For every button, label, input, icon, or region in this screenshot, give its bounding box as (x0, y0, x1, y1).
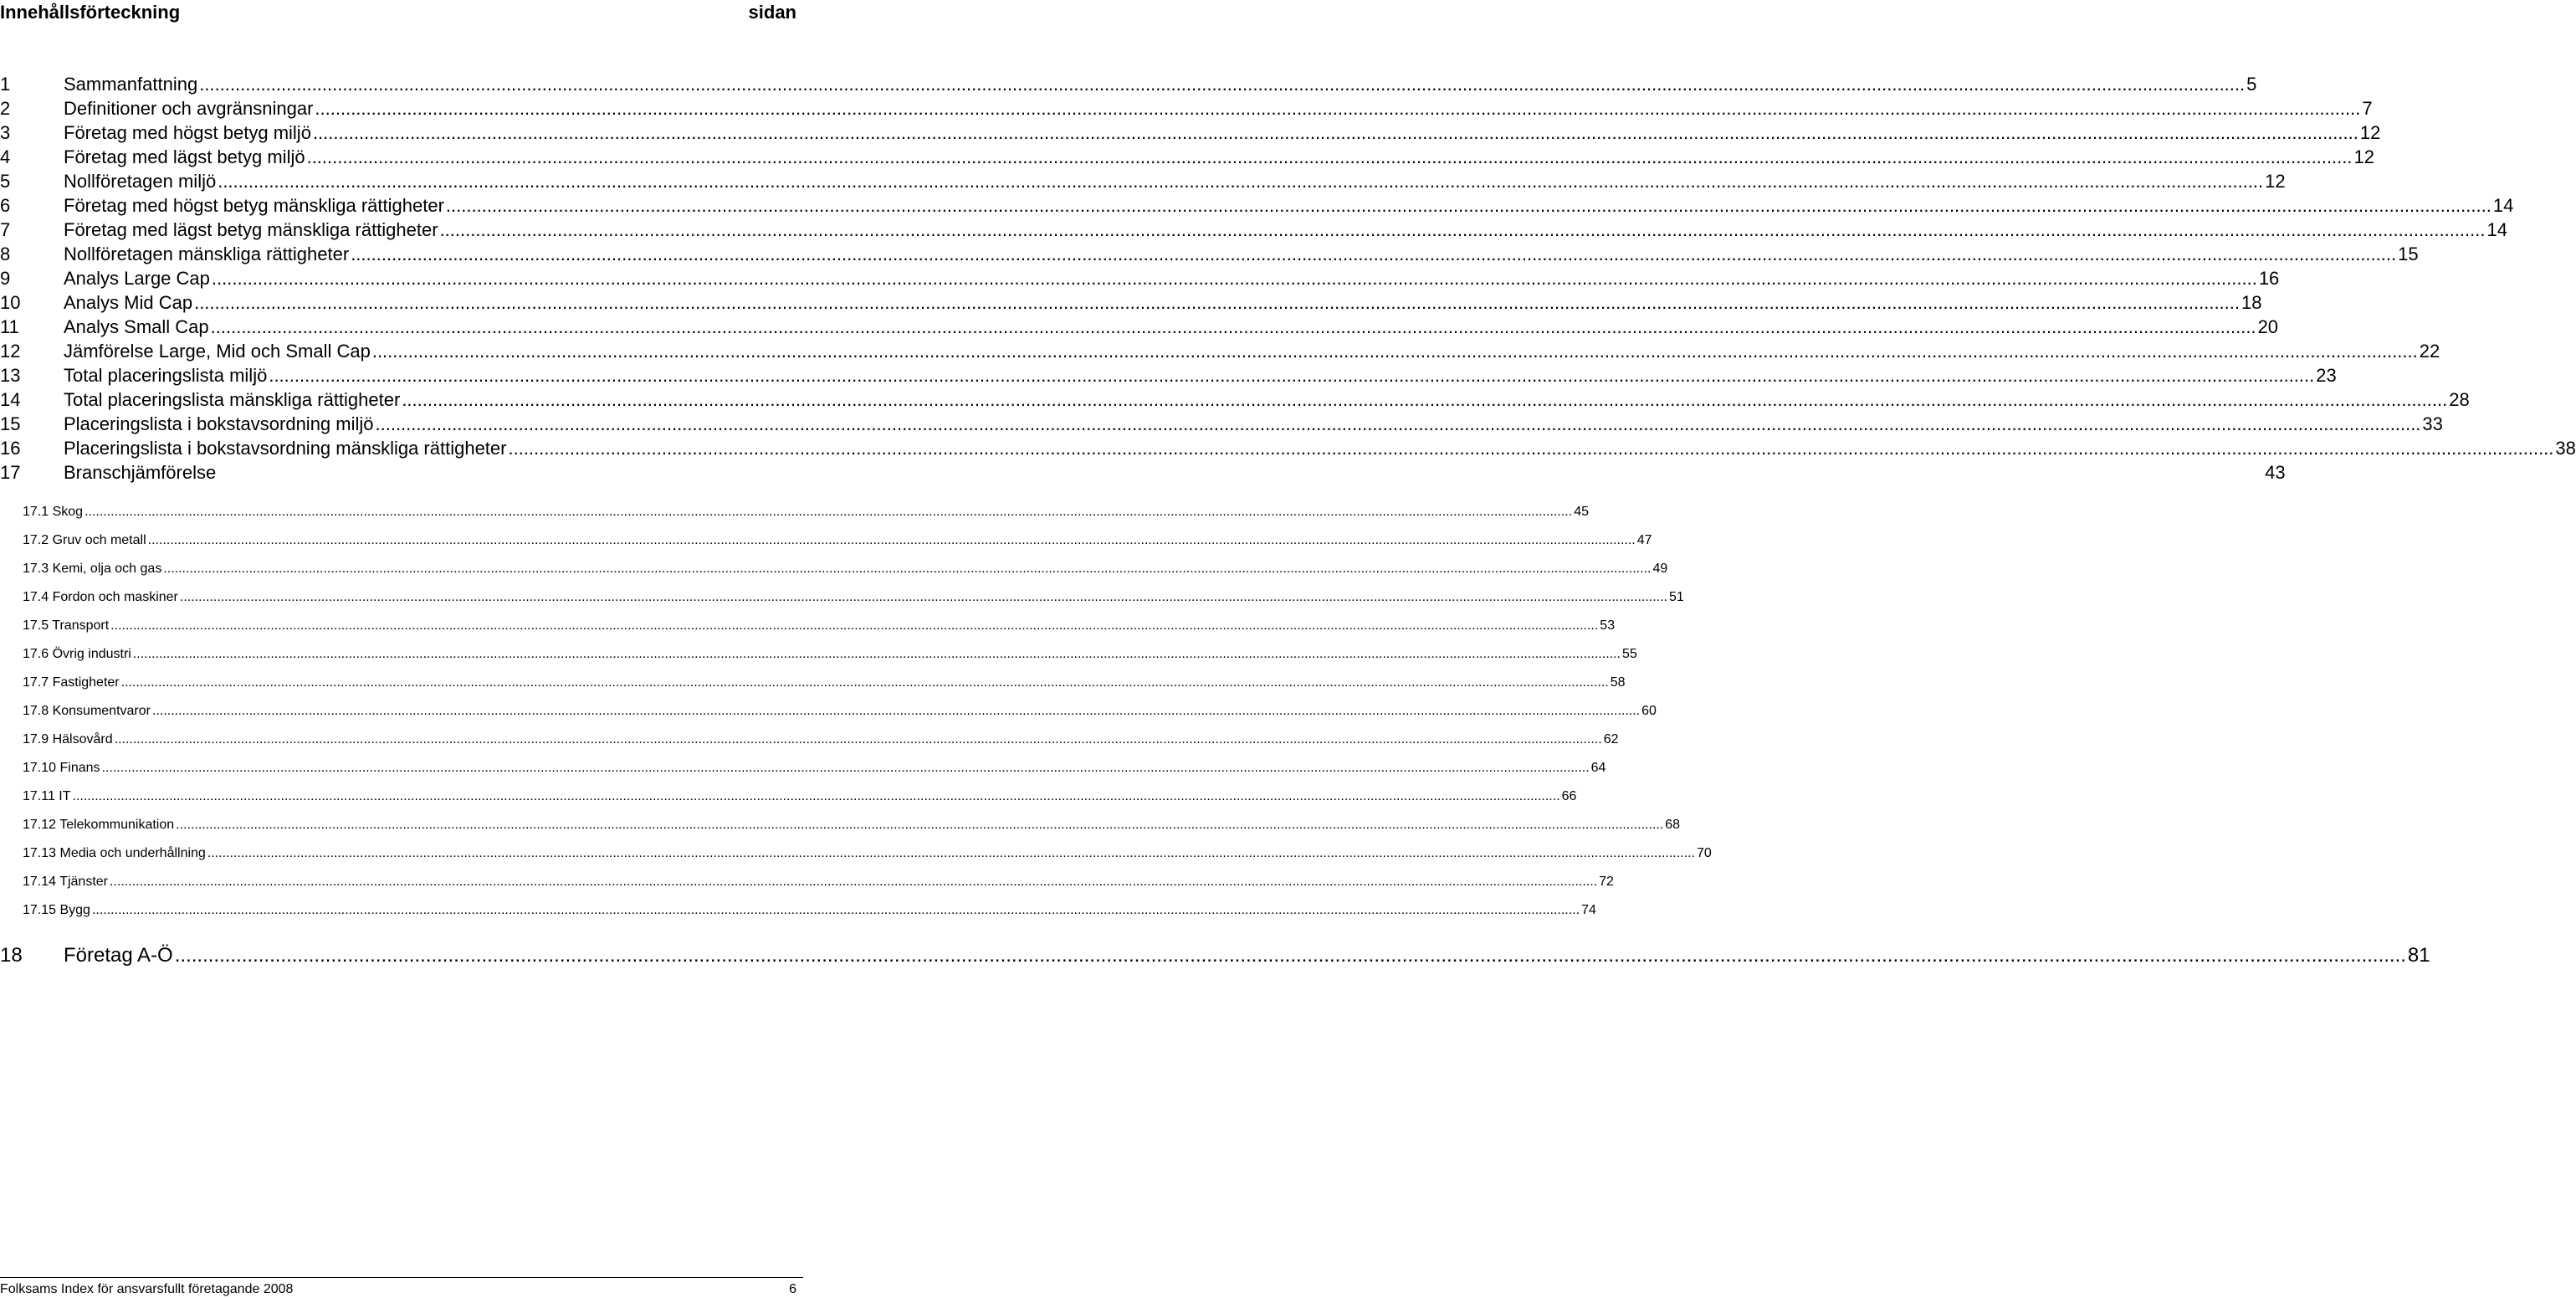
toc-subentry-title: 17.10 Finans (23, 761, 100, 775)
toc-subentry-page: 51 (1669, 590, 1684, 604)
toc-entry-title: Företag A-Ö (64, 944, 173, 967)
toc-subentry-page: 49 (1652, 562, 1668, 576)
toc-entry-page: 22 (2419, 341, 2440, 362)
toc-entry-page: 7 (2362, 98, 2373, 119)
toc-subentry-leader: ................................................................................................................................................................................................................................................................................................................................................................................................................ (101, 761, 1590, 775)
toc-entry-leader: ................................................................................................................................................................................................................................................................................................................................................................................................................ (218, 171, 2264, 192)
toc-entry-page: 20 (2257, 316, 2279, 337)
table-of-contents (0, 72, 2576, 970)
footer-text: Folksams Index för ansvarsfullt företagande 2008 (0, 1282, 294, 1296)
toc-entry-title: Placeringslista i bokstavsordning mänskliga rättigheter (64, 438, 507, 459)
toc-entry[interactable] (0, 72, 2257, 96)
toc-entry-leader: ................................................................................................................................................................................................................................................................................................................................................................................................................ (351, 244, 2397, 264)
toc-entry-leader: ................................................................................................................................................................................................................................................................................................................................................................................................................ (375, 413, 2421, 434)
toc-entry-number: 8 (0, 244, 11, 264)
toc-subentry[interactable] (0, 811, 1681, 839)
toc-main-list (0, 72, 2576, 485)
toc-entry-title: Analys Small Cap (64, 316, 209, 337)
toc-entry-title: Företag med högst betyg miljö (64, 122, 311, 143)
toc-subentry-title: 17.6 Övrig industri (23, 647, 131, 661)
toc-entry-number: 6 (0, 195, 11, 216)
footer-divider (0, 1277, 803, 1278)
toc-entry-number: 12 (0, 341, 21, 362)
toc-entry-number: 10 (0, 292, 21, 313)
toc-heading: Innehållsförteckning (0, 2, 181, 23)
toc-entry-title: Total placeringslista miljö (64, 365, 268, 386)
toc-entry-leader: ................................................................................................................................................................................................................................................................................................................................................................................................................ (174, 944, 2406, 967)
toc-entry-number: 4 (0, 146, 11, 167)
toc-entry-page: 15 (2398, 244, 2419, 264)
toc-subentry[interactable] (0, 782, 1577, 811)
page-footer (0, 1281, 796, 1298)
toc-subentry-page: 47 (1636, 533, 1652, 547)
toc-subentry-page: 72 (1599, 875, 1614, 889)
toc-subentry[interactable] (0, 640, 1637, 669)
toc-entry-leader: ................................................................................................................................................................................................................................................................................................................................................................................................................ (194, 292, 2240, 313)
toc-subentry-title: 17.9 Hälsovård (23, 732, 113, 746)
toc-entry-title: Sammanfattning (64, 74, 198, 95)
toc-entry-title: Analys Large Cap (64, 268, 210, 289)
toc-entry-page: 12 (2353, 146, 2374, 167)
toc-entry-leader: ................................................................................................................................................................................................................................................................................................................................................................................................................ (210, 316, 2256, 337)
toc-entry-title: Definitioner och avgränsningar (64, 98, 314, 119)
toc-entry-number: 2 (0, 98, 11, 119)
toc-entry-number: 7 (0, 219, 11, 240)
toc-entry-leader: ................................................................................................................................................................................................................................................................................................................................................................................................................ (199, 74, 2246, 95)
toc-entry-page: 33 (2422, 413, 2443, 434)
toc-entry-page: 43 (2265, 462, 2286, 483)
toc-subentry-page: 58 (1610, 675, 1626, 690)
toc-entry-number: 17 (0, 462, 21, 483)
toc-entry-title: Total placeringslista mänskliga rättigheter (64, 389, 401, 410)
toc-subentry-leader: ................................................................................................................................................................................................................................................................................................................................................................................................................ (147, 533, 1636, 547)
toc-subentry-page: 66 (1561, 789, 1577, 803)
toc-entry-page: 12 (2359, 122, 2381, 143)
toc-subentry-title: 17.4 Fordon och maskiner (23, 590, 178, 604)
toc-subentry[interactable] (0, 498, 1589, 526)
toc-entry[interactable] (0, 169, 2286, 193)
toc-subentry-leader: ................................................................................................................................................................................................................................................................................................................................................................................................................ (151, 704, 1641, 718)
toc-entry-leader: ................................................................................................................................................................................................................................................................................................................................................................................................................ (315, 98, 2361, 119)
toc-entry-title: Analys Mid Cap (64, 292, 193, 313)
toc-entry-number: 9 (0, 268, 11, 289)
toc-entry-page: 12 (2265, 171, 2286, 192)
toc-entry-leader: ................................................................................................................................................................................................................................................................................................................................................................................................................ (306, 146, 2353, 167)
toc-entry-page: 5 (2246, 74, 2257, 95)
toc-entry[interactable] (0, 363, 2337, 387)
toc-entry[interactable] (0, 339, 2440, 363)
toc-subentry-leader: ................................................................................................................................................................................................................................................................................................................................................................................................................ (120, 675, 1609, 690)
toc-subentry[interactable] (0, 726, 1619, 754)
toc-subentry-title: 17.14 Tjänster (23, 875, 108, 889)
toc-subentry-leader: ................................................................................................................................................................................................................................................................................................................................................................................................................ (110, 875, 1598, 889)
toc-subentry-leader: ................................................................................................................................................................................................................................................................................................................................................................................................................ (114, 732, 1602, 746)
toc-entry-number: 1 (0, 74, 11, 95)
toc-entry[interactable] (0, 266, 2280, 290)
toc-entry[interactable] (0, 436, 2576, 460)
toc-entry-number: 13 (0, 365, 21, 386)
toc-entry[interactable] (0, 387, 2470, 412)
toc-entry-number: 11 (0, 316, 19, 337)
toc-subentry[interactable] (0, 697, 1657, 726)
toc-subentry-title: 17.11 IT (23, 789, 71, 803)
toc-entry[interactable] (0, 242, 2419, 266)
toc-subentry[interactable] (0, 555, 1668, 583)
toc-entry-title: Jämförelse Large, Mid och Small Cap (64, 341, 371, 362)
toc-subentry[interactable] (0, 583, 1684, 612)
toc-subentry-page: 74 (1581, 903, 1596, 917)
toc-entry-leader: ................................................................................................................................................................................................................................................................................................................................................................................................................ (211, 268, 2257, 289)
toc-entry-page: 14 (2492, 195, 2514, 216)
toc-subentry-leader: ................................................................................................................................................................................................................................................................................................................................................................................................................ (176, 818, 1664, 832)
page-column-heading: sidan (748, 2, 796, 23)
toc-subentry-page: 53 (1600, 618, 1616, 633)
toc-entry-title: Företag med högst betyg mänskliga rättigheter (64, 195, 444, 216)
toc-entry-number: 15 (0, 413, 21, 434)
toc-subentry-title: 17.13 Media och underhållning (23, 846, 206, 860)
toc-entry-page: 28 (2449, 389, 2470, 410)
toc-entry[interactable] (0, 460, 2286, 485)
toc-subentry-page: 64 (1590, 761, 1606, 775)
toc-subentry-page: 55 (1621, 647, 1637, 661)
toc-entry[interactable] (0, 290, 2262, 315)
toc-entry[interactable] (0, 218, 2507, 242)
toc-entry[interactable] (0, 121, 2381, 145)
toc-subentry-title: 17.5 Transport (23, 618, 110, 633)
toc-entry-title: Nollföretagen miljö (64, 171, 217, 192)
toc-subentry[interactable] (0, 526, 1652, 555)
toc-entry[interactable] (0, 941, 2430, 970)
toc-entry-leader: ................................................................................................................................................................................................................................................................................................................................................................................................................ (445, 195, 2491, 216)
toc-subentry-page: 62 (1603, 732, 1619, 746)
toc-entry-title: Placeringslista i bokstavsordning miljö (64, 413, 374, 434)
toc-subentry-leader: ................................................................................................................................................................................................................................................................................................................................................................................................................ (72, 789, 1560, 803)
toc-subentry-leader: ................................................................................................................................................................................................................................................................................................................................................................................................................ (85, 505, 1573, 519)
toc-entry[interactable] (0, 145, 2374, 169)
toc-subentry-leader: ................................................................................................................................................................................................................................................................................................................................................................................................................ (132, 647, 1621, 661)
toc-entry-title: Branschjämförelse (64, 462, 217, 483)
toc-subentry[interactable] (0, 669, 1626, 697)
toc-subentry-page: 70 (1696, 846, 1712, 860)
toc-entry-page: 81 (2407, 944, 2430, 967)
toc-subentry-title: 17.2 Gruv och metall (23, 533, 146, 547)
toc-subentry-page: 60 (1641, 704, 1657, 718)
toc-subentry-leader: ................................................................................................................................................................................................................................................................................................................................................................................................................ (91, 903, 1580, 917)
toc-entry-title: Företag med lägst betyg mänskliga rättigheter (64, 219, 438, 240)
toc-subentry-title: 17.12 Telekommunikation (23, 818, 175, 832)
page-header (0, 0, 796, 25)
toc-entry-number: 18 (0, 944, 23, 967)
toc-entry[interactable] (0, 412, 2443, 436)
toc-subentry-page: 45 (1574, 505, 1589, 519)
toc-entry-title: Nollföretagen mänskliga rättigheter (64, 244, 350, 264)
toc-subentry-page: 68 (1665, 818, 1681, 832)
toc-subentry[interactable] (0, 896, 1596, 925)
toc-entry-number: 14 (0, 389, 21, 410)
toc-subentry-title: 17.1 Skog (23, 505, 84, 519)
toc-entry-leader: ................................................................................................................................................................................................................................................................................................................................................................................................................ (402, 389, 2448, 410)
toc-entry-page: 23 (2316, 365, 2337, 386)
toc-entry-page: 14 (2486, 219, 2507, 240)
toc-entry[interactable] (0, 193, 2514, 218)
toc-entry-number: 5 (0, 171, 11, 192)
toc-entry-leader: ................................................................................................................................................................................................................................................................................................................................................................................................................ (371, 341, 2418, 362)
toc-entry-leader: ................................................................................................................................................................................................................................................................................................................................................................................................................ (439, 219, 2486, 240)
toc-entry-page: 18 (2241, 292, 2262, 313)
toc-entry[interactable] (0, 96, 2373, 121)
toc-subentry-title: 17.3 Kemi, olja och gas (23, 562, 162, 576)
toc-entry-title: Företag med lägst betyg miljö (64, 146, 305, 167)
toc-entry[interactable] (0, 315, 2279, 339)
toc-entry-leader: ................................................................................................................................................................................................................................................................................................................................................................................................................ (312, 122, 2358, 143)
toc-subentry-title: 17.15 Bygg (23, 903, 90, 917)
toc-entry-page: 16 (2258, 268, 2280, 289)
footer-page-number: 6 (789, 1282, 796, 1296)
toc-sub-list (0, 498, 1712, 925)
toc-subentry[interactable] (0, 612, 1616, 640)
toc-entry-leader: ................................................................................................................................................................................................................................................................................................................................................................................................................ (269, 365, 2315, 386)
toc-entry-leader: ................................................................................................................................................................................................................................................................................................................................................................................................................ (508, 438, 2554, 459)
toc-subentry[interactable] (0, 754, 1606, 782)
toc-entry-page: 38 (2555, 438, 2576, 459)
toc-subentry-leader: ................................................................................................................................................................................................................................................................................................................................................................................................................ (179, 590, 1667, 604)
toc-entry-number: 16 (0, 438, 21, 459)
toc-subentry-leader: ................................................................................................................................................................................................................................................................................................................................................................................................................ (110, 618, 1599, 633)
toc-subentry[interactable] (0, 839, 1712, 868)
toc-entry-number: 3 (0, 122, 11, 143)
toc-subentry-leader: ................................................................................................................................................................................................................................................................................................................................................................................................................ (163, 562, 1652, 576)
toc-subentry-title: 17.8 Konsumentvaror (23, 704, 151, 718)
toc-subentry-leader: ................................................................................................................................................................................................................................................................................................................................................................................................................ (207, 846, 1695, 860)
toc-subentry-title: 17.7 Fastigheter (23, 675, 120, 690)
toc-subentry[interactable] (0, 868, 1614, 896)
